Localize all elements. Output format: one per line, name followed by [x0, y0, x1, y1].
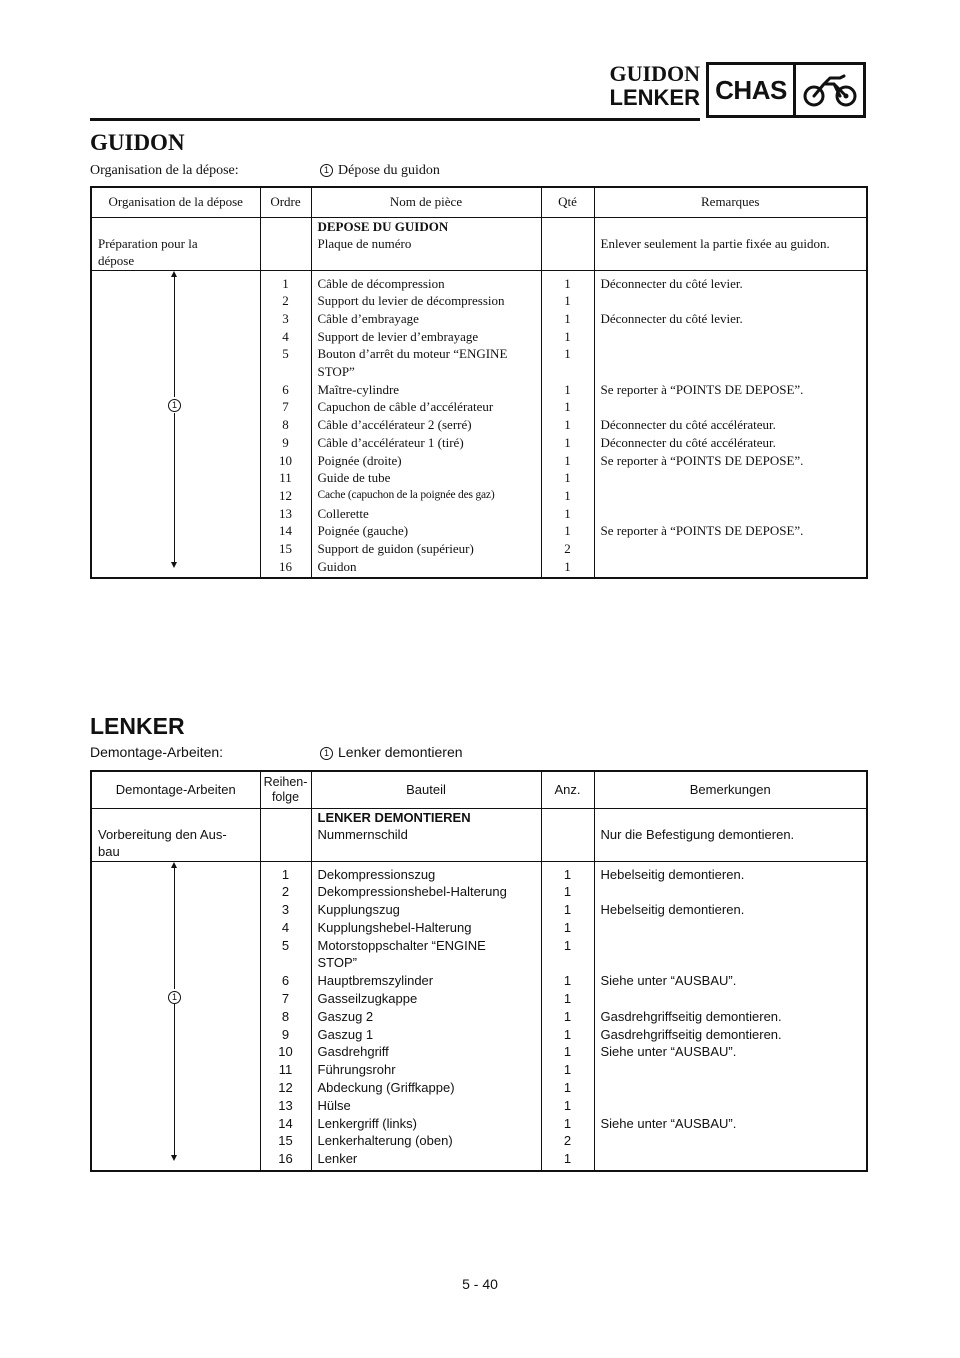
col-header: Nom de pièce [311, 188, 541, 217]
table-cell: 7 [281, 991, 290, 1007]
remark-col [594, 861, 866, 1170]
table-cell: 16 [279, 558, 292, 574]
section-title-de: LENKER [90, 713, 185, 739]
table-cell: 1 [564, 275, 571, 291]
qty-col [541, 270, 594, 577]
prep-part-cell [311, 217, 541, 270]
table-cell: Câble d’accélérateur 1 (tiré) [317, 434, 464, 450]
table-cell: Kupplungszug [317, 902, 400, 918]
page-number: 5 - 40 [462, 1276, 498, 1292]
table-cell: 1 [563, 1008, 572, 1024]
table-cell: 13 [278, 1097, 293, 1113]
summary-text-de: Lenker demontieren [338, 744, 463, 760]
header-title-fr: GUIDON [609, 61, 700, 86]
table-cell: 9 [281, 1026, 290, 1042]
table-cell: 1 [564, 399, 571, 415]
prep-remark: Nur die Befestigung demontieren. [594, 808, 866, 861]
table-cell: Gasdrehgriffseitig demontieren. [600, 1008, 782, 1024]
table-cell: Kupplungshebel-Halterung [317, 919, 472, 935]
table-cell: 11 [278, 1062, 293, 1078]
table-cell [601, 558, 861, 576]
summary-label-fr: Organisation de la dépose: [90, 163, 239, 178]
callout-number: 1 [320, 164, 333, 177]
table-cell: 11 [279, 470, 292, 486]
table-cell: Lenkerhalterung (oben) [317, 1133, 453, 1149]
table-cell [601, 954, 861, 972]
table-cell: 3 [281, 902, 290, 918]
table-cell: Déconnecter du côté levier. [600, 310, 743, 326]
table-cell: Gasdrehgriffseitig demontieren. [600, 1026, 782, 1042]
table-cell: 2 [282, 293, 289, 309]
table-cell: 2 [281, 884, 290, 900]
table-cell: 1 [282, 275, 289, 291]
table-cell [601, 1150, 861, 1168]
table-cell: 1 [563, 991, 572, 1007]
table-cell: 1 [564, 505, 571, 521]
section-heading: LENKER DEMONTIEREN [317, 809, 471, 825]
table-cell: 1 [563, 1026, 572, 1042]
callout-number: 1 [320, 747, 333, 760]
table-cell: Siehe unter “AUSBAU”. [600, 1115, 737, 1131]
table-cell: Se reporter à “POINTS DE DEPOSE”. [600, 381, 804, 397]
table-cell: Motorstoppschalter “ENGINE [317, 937, 486, 953]
group-arrow-cell [92, 861, 260, 1170]
col-header: Qté [541, 188, 594, 217]
table-cell: STOP” [317, 955, 357, 971]
group-arrow-cell [92, 270, 260, 577]
table-cell: Hebelseitig demontieren. [600, 902, 745, 918]
table-cell: Maître-cylindre [317, 381, 400, 397]
section-badge [706, 62, 866, 118]
table-cell: 1 [563, 1062, 572, 1078]
table-cell: Poignée (droite) [317, 452, 402, 468]
table-cell: Câble d’accélérateur 2 (serré) [317, 417, 472, 433]
table-cell: Hülse [317, 1097, 351, 1113]
table-cell: 16 [278, 1151, 293, 1167]
order-col [260, 270, 311, 577]
table-cell: 7 [282, 399, 289, 415]
table-cell: 6 [282, 381, 289, 397]
section-title-fr: GUIDON [90, 130, 185, 155]
table-cell: Collerette [317, 505, 369, 521]
callout-number: 1 [168, 991, 181, 1004]
table-cell: 4 [282, 328, 289, 344]
table-cell: Hebelseitig demontieren. [600, 866, 745, 882]
table-cell [601, 487, 861, 505]
table-cell: Siehe unter “AUSBAU”. [600, 1044, 737, 1060]
table-cell: 15 [279, 541, 292, 557]
part-name: Nummernschild [317, 827, 408, 842]
table-cell [542, 363, 594, 381]
table-cell [601, 1097, 861, 1115]
header-rule [90, 118, 700, 121]
table-cell: 1 [563, 902, 572, 918]
table-cell: 9 [282, 434, 289, 450]
table-cell: 8 [282, 417, 289, 433]
table-cell: 2 [563, 1133, 572, 1149]
table-cell: 12 [279, 487, 292, 503]
table-cell: 1 [563, 1097, 572, 1113]
removal-summary-fr [90, 163, 440, 179]
table-cell [261, 954, 311, 972]
table-cell: 3 [282, 310, 289, 326]
table-cell [601, 1132, 861, 1150]
table-cell: 15 [278, 1133, 293, 1149]
table-cell: Gasdrehgriff [317, 1044, 389, 1060]
table-cell: Dekompressionshebel-Halterung [317, 884, 507, 900]
table-cell: Guidon [317, 558, 357, 574]
table-cell: 1 [563, 937, 572, 953]
table-cell: 1 [564, 452, 571, 468]
table-cell: 1 [563, 973, 572, 989]
page-header-titles [598, 62, 700, 110]
table-cell [601, 469, 861, 487]
table-cell: Lenkergriff (links) [317, 1115, 417, 1131]
removal-summary-de [90, 744, 463, 760]
qty-col [541, 861, 594, 1170]
table-cell: 8 [281, 1008, 290, 1024]
table-cell: 5 [282, 346, 289, 362]
table-cell: Support de guidon (supérieur) [317, 541, 474, 557]
table-cell: 1 [564, 523, 571, 539]
prep-label-cell: Vorbereitung den Aus- bau [92, 808, 260, 861]
table-cell: 10 [279, 452, 292, 468]
table-cell: Déconnecter du côté accélérateur. [600, 434, 776, 450]
table-cell: 1 [564, 417, 571, 433]
table-cell: 13 [279, 505, 292, 521]
table-cell: 1 [563, 1115, 572, 1131]
table-cell: 1 [563, 1151, 572, 1167]
prep-remark: Enlever seulement la partie fixée au guidon. [594, 217, 866, 270]
table-cell: Führungsrohr [317, 1062, 396, 1078]
table-cell: 14 [279, 523, 292, 539]
table-cell [601, 990, 861, 1008]
col-header: Anz. [541, 772, 594, 808]
table-cell: 1 [281, 866, 290, 882]
table-cell: 1 [564, 381, 571, 397]
table-cell: Gaszug 2 [317, 1008, 374, 1024]
table-cell [601, 919, 861, 937]
table-cell: Siehe unter “AUSBAU”. [600, 973, 737, 989]
table-cell: Capuchon de câble d’accélérateur [317, 399, 494, 415]
table-cell [601, 292, 861, 310]
table-cell: Support du levier de décompression [317, 293, 505, 309]
table-cell: 1 [564, 346, 571, 362]
table-cell [601, 505, 861, 523]
table-cell: 1 [564, 434, 571, 450]
table-cell: Bouton d’arrêt du moteur “ENGINE [317, 346, 508, 362]
col-header: Demontage-Arbeiten [92, 772, 260, 808]
table-cell: Hauptbremszylinder [317, 973, 434, 989]
table-cell [261, 363, 311, 381]
table-cell: 6 [281, 973, 290, 989]
removal-table-fr [90, 186, 868, 579]
table-cell: 1 [564, 470, 571, 486]
callout-number: 1 [168, 399, 181, 412]
table-cell [601, 937, 861, 955]
table-cell: 2 [564, 541, 571, 557]
table-cell: Cache (capuchon de la poignée des gaz) [317, 488, 495, 501]
table-cell: Poignée (gauche) [317, 523, 409, 539]
table-cell: 1 [563, 884, 572, 900]
table-cell: Support de levier d’embrayage [317, 328, 479, 344]
table-cell: Gasseilzugkappe [317, 991, 418, 1007]
table-cell: Se reporter à “POINTS DE DEPOSE”. [600, 452, 804, 468]
table-cell: STOP” [317, 364, 355, 380]
table-cell: 1 [563, 866, 572, 882]
table-cell [601, 398, 861, 416]
summary-label-de: Demontage-Arbeiten: [90, 744, 224, 760]
col-header: Ordre [260, 188, 311, 217]
table-cell: Dekompressionszug [317, 866, 436, 882]
table-cell: Lenker [317, 1151, 358, 1167]
table-cell [601, 1079, 861, 1097]
table-cell [601, 1061, 861, 1079]
table-cell: 12 [278, 1080, 293, 1096]
table-cell: Guide de tube [317, 470, 391, 486]
removal-table-de [90, 770, 868, 1172]
table-cell [601, 328, 861, 346]
table-cell: Câble d’embrayage [317, 310, 419, 326]
table-cell [601, 363, 861, 381]
table-cell: 1 [564, 310, 571, 326]
table-cell: Déconnecter du côté accélérateur. [600, 417, 776, 433]
span-arrow [174, 273, 175, 566]
table-cell: 14 [278, 1115, 293, 1131]
header-title-de: LENKER [609, 85, 700, 110]
table-cell: 1 [564, 558, 571, 574]
table-cell: 1 [563, 1044, 572, 1060]
col-header: Bemerkungen [594, 772, 866, 808]
table-cell: 1 [564, 328, 571, 344]
table-cell: Se reporter à “POINTS DE DEPOSE”. [600, 523, 804, 539]
table-cell [601, 540, 861, 558]
table-cell: 1 [564, 487, 571, 503]
table-cell: Gaszug 1 [317, 1026, 374, 1042]
col-header: Remarques [594, 188, 866, 217]
remark-col [594, 270, 866, 577]
section-heading: DEPOSE DU GUIDON [317, 218, 449, 234]
table-cell: 1 [564, 293, 571, 309]
col-header: Organisation de la dépose [92, 188, 260, 217]
table-cell [601, 345, 861, 363]
order-col [260, 861, 311, 1170]
table-cell: Câble de décompression [317, 275, 445, 291]
prep-label-cell: Préparation pour la dépose [92, 217, 260, 270]
table-cell: Déconnecter du côté levier. [600, 275, 743, 291]
prep-part-cell [311, 808, 541, 861]
table-cell: Abdeckung (Griffkappe) [317, 1080, 455, 1096]
table-cell [601, 883, 861, 901]
table-cell: 1 [563, 1080, 572, 1096]
table-cell: 1 [563, 919, 572, 935]
table-cell [542, 954, 594, 972]
chas-label: CHAS [709, 65, 796, 115]
summary-text-fr: Dépose du guidon [338, 163, 440, 178]
part-col [311, 861, 541, 1170]
col-header: Bauteil [311, 772, 541, 808]
span-arrow [174, 864, 175, 1159]
table-cell: 10 [278, 1044, 293, 1060]
table-cell: 5 [281, 937, 290, 953]
motorcycle-icon [796, 65, 863, 115]
part-col [311, 270, 541, 577]
table-cell: 4 [281, 919, 290, 935]
part-name: Plaque de numéro [317, 236, 412, 251]
col-header: Reihen- folge [260, 772, 311, 808]
